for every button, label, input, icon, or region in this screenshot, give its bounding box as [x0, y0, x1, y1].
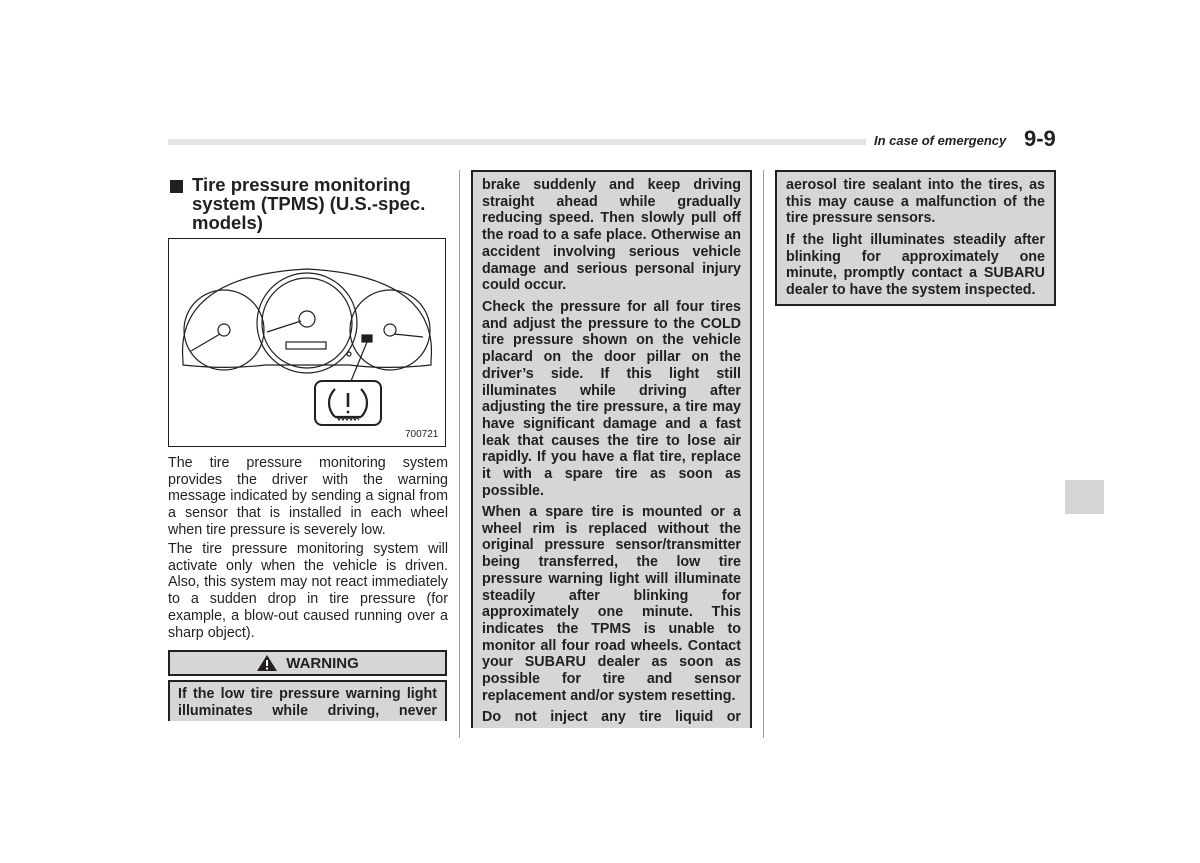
warning-text-col1: If the low tire pressure warning light illuminates while driving, never	[178, 686, 437, 719]
chapter-thumb-tab	[1065, 480, 1104, 514]
column-divider	[459, 170, 460, 738]
body-paragraph: The tire pressure monitoring system provides the driver with the warning message indicated by sending a signal from a sensor that is installed in each wheel when tire pressure is severely low.	[168, 455, 448, 538]
warning-header	[168, 650, 447, 676]
instrument-cluster-illustration	[169, 239, 445, 446]
tpms-warning-icon	[329, 389, 367, 420]
warning-paragraph: aerosol tire sealant into the tires, as this may cause a malfunction of the tire pressure sensors.	[786, 177, 1045, 227]
section-bullet	[170, 180, 183, 193]
figure-code: 700721	[405, 429, 439, 440]
warning-paragraph: Check the pressure for all four tires and adjust the pressure to the COLD tire pressure shown on the vehicle placard on the door pillar on the driver’s side. If this light still illuminates while driving after adjusting the tire pressure, a tire may have significant damage and a fast leak that causes the tire to lose air rapidly. If you have a flat tire, replace it with a spare tire as soon as possible.	[482, 299, 741, 499]
warning-paragraph: Do not inject any tire liquid or	[482, 709, 741, 725]
body-paragraph: The tire pressure monitoring system will activate only when the vehicle is driven. Also, this system may not react immediately to a sudden drop in tire pressure (for example, a blow-out caused running over a sharp object).	[168, 541, 448, 641]
warning-paragraph: If the light illuminates steadily after blinking for approximately one minute, promptly contact a SUBARU dealer to have the system inspected.	[786, 232, 1045, 299]
warning-paragraph: When a spare tire is mounted or a wheel rim is replaced without the original pressure sensor/transmitter being transferred, the low tire pressure warning light will illuminate steadily after blinking for approximately one minute. This indicates the TPMS is unable to monitor all four road wheels. Contact your SUBARU dealer as soon as possible for tire and sensor replacement and/or system resetting.	[482, 504, 741, 704]
column-divider	[763, 170, 764, 738]
chapter-title: In case of emergency	[874, 133, 1007, 148]
warning-paragraph: brake suddenly and keep driving straight ahead while gradually reducing speed. Then slowly pull off the road to a safe place. Otherwise an accident involving serious vehicle damage and serious personal injury could occur.	[482, 177, 741, 294]
section-title: Tire pressure monitoring system (TPMS) (U.S.-spec. models)	[192, 174, 426, 233]
page-number: 9-9	[1024, 126, 1056, 151]
header-rule	[168, 139, 866, 145]
warning-triangle-icon	[256, 654, 278, 672]
instrument-cluster-figure	[168, 238, 446, 447]
warning-label: WARNING	[286, 654, 359, 672]
